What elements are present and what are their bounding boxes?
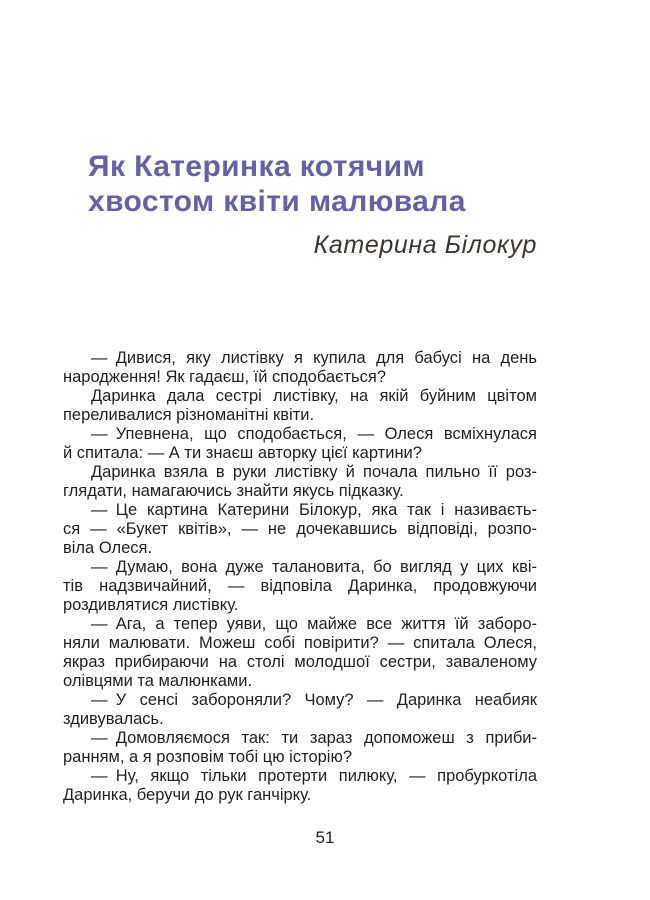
page-number: 51 (315, 828, 335, 847)
text-line: глядати, намагаючись знайти якусь підказку. (63, 482, 404, 500)
text-line: народження! Як гадаєш, їй сподобається? (63, 368, 386, 386)
title-line-2: хвостом квіти малювала (88, 185, 466, 218)
text-line: Даринка дала сестрі листівку, на якій буйним цвітом (91, 387, 537, 405)
text-line: няли малювати. Можеш собі повірити? — спитала Олеся, (63, 634, 537, 652)
text-line: Даринка, беручи до рук ганчірку. (63, 786, 312, 804)
text-line: ся — «Букет квітів», — не дочекавшись відповіді, розпо- (63, 520, 537, 538)
text-line: здивувалась. (63, 710, 164, 728)
text-line: — Думаю, вона дуже талановита, бо вигляд у цих кві- (91, 558, 537, 576)
text-line: — Домовляємося так: ти зараз допоможеш з приби- (91, 729, 537, 747)
text-line: Даринка взяла в руки листівку й почала пильно її роз- (91, 463, 537, 481)
text-line: — Дивися, яку листівку я купила для бабусі на день (91, 349, 537, 367)
text-line: віла Олеся. (63, 539, 153, 557)
title-line-1: Як Катеринка котячим (88, 150, 426, 183)
text-line: — Це картина Катерини Білокур, яка так і називаєть- (91, 501, 537, 519)
text-line: — У сенсі забороняли? Чому? — Даринка неабияк (91, 691, 537, 709)
text-line: й спитала: — А ти знаєш авторку цієї картини? (63, 444, 422, 462)
text-line: переливалися різноманітні квіти. (63, 406, 315, 424)
text-line: — Ну, якщо тільки протерти пилюку, — пробуркотіла (91, 767, 537, 785)
text-line: ранням, а я розповім тобі цю історію? (63, 748, 353, 766)
text-line: — Упевнена, що сподобається, — Олеся всміхнулася (91, 425, 537, 443)
text-line: — Ага, а тепер уяви, що майже все життя їй заборо- (91, 615, 537, 633)
text-line: якраз прибираючи на столі молодшої сестри, заваленому (63, 653, 537, 671)
text-line: тів надзвичайний, — відповіла Даринка, продовжуючи (63, 577, 537, 595)
story-text (63, 349, 537, 805)
page-title (88, 149, 568, 219)
text-line: олівцями та малюнками. (63, 672, 253, 690)
text-line: роздивлятися листівку. (63, 596, 239, 614)
author-byline: Катерина Білокур (313, 231, 537, 259)
